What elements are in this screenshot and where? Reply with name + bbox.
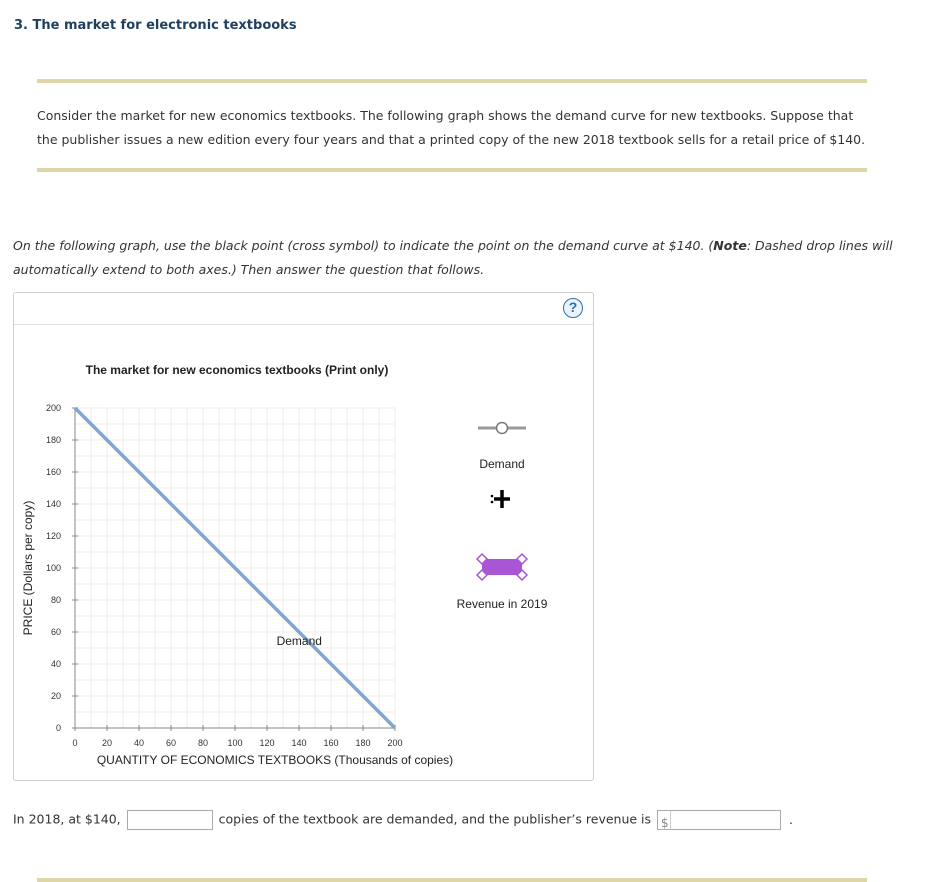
x-tick-label: 140: [291, 738, 307, 748]
y-tick-label: 120: [45, 531, 61, 541]
revenue-rectangle-icon: [482, 559, 522, 575]
x-tick-label: 20: [101, 738, 113, 748]
tool-revenue[interactable]: [457, 554, 548, 611]
graph-panel: [13, 292, 594, 781]
y-tick-label: 200: [45, 403, 61, 413]
x-tick-label: 100: [227, 738, 243, 748]
tool-demand[interactable]: [478, 423, 526, 472]
y-tick-label: 180: [45, 435, 61, 445]
answer-sentence: [13, 808, 913, 831]
x-tick-label: 0: [72, 738, 78, 748]
y-tick-label: 160: [45, 467, 61, 477]
answer-prefix: In 2018, at $140,: [13, 811, 121, 827]
x-tick-label: 200: [387, 738, 403, 748]
black-cross-point-icon: [494, 490, 510, 508]
revenue-input[interactable]: [670, 811, 778, 829]
x-tick-label: 80: [197, 738, 209, 748]
x-tick-label: 160: [323, 738, 339, 748]
x-tick-label: 40: [133, 738, 145, 748]
quantity-demanded-input[interactable]: [127, 810, 213, 830]
answer-middle: copies of the textbook are demanded, and the publisher’s revenue is: [218, 811, 652, 827]
currency-symbol: $: [661, 815, 669, 830]
instructions-part1: On the following graph, use the black point (cross symbol) to indicate the point on the demand curve at $140. (: [13, 238, 714, 253]
y-axis-title: PRICE (Dollars per copy): [21, 500, 35, 636]
drop-line-dot-icon: [491, 495, 494, 498]
question-title: 3. The market for electronic textbooks: [14, 18, 297, 33]
x-tick-label: 120: [259, 738, 275, 748]
y-tick-label: 40: [50, 659, 61, 669]
y-tick-label: 20: [50, 691, 61, 701]
instructions-note: Note: [713, 238, 747, 253]
graph-instructions: [13, 234, 893, 282]
x-tick-label: 60: [165, 738, 177, 748]
top-divider: [37, 79, 867, 83]
drop-line-dot-icon: [491, 501, 494, 504]
y-tick-label: 0: [55, 723, 61, 733]
intro-text: Consider the market for new economics textbooks. The following graph shows the demand curve for new textbooks. Suppose that the publisher issues a new edition every four years and that a printed copy of the new 2018 textbook sells for a retail price of $140.: [37, 108, 866, 147]
demand-chart[interactable]: [14, 293, 595, 782]
y-tick-label: 60: [50, 627, 61, 637]
x-axis-title: QUANTITY OF ECONOMICS TEXTBOOKS (Thousands of copies): [96, 753, 454, 767]
intro-bottom-divider: [37, 168, 867, 172]
x-tick-label: 180: [355, 738, 371, 748]
answer-suffix: .: [789, 811, 793, 827]
y-tick-label: 80: [50, 595, 61, 605]
tool-revenue-label: Revenue in 2019: [456, 597, 548, 611]
bottom-divider: [37, 878, 867, 882]
chart-title: The market for new economics textbooks (Print only): [85, 363, 389, 377]
demand-curve-label: Demand: [276, 633, 322, 648]
revenue-field[interactable]: [657, 810, 781, 830]
y-tick-label: 140: [45, 499, 61, 509]
tool-black-point[interactable]: [491, 490, 510, 508]
help-button[interactable]: ?: [563, 298, 583, 318]
y-tick-label: 100: [45, 563, 61, 573]
tool-demand-label: Demand: [479, 457, 525, 471]
instructions-part2: : Dashed drop lines will automatically extend to both axes.) Then answer the question that follows.: [13, 238, 893, 277]
demand-tool-circle-icon: [497, 423, 508, 434]
